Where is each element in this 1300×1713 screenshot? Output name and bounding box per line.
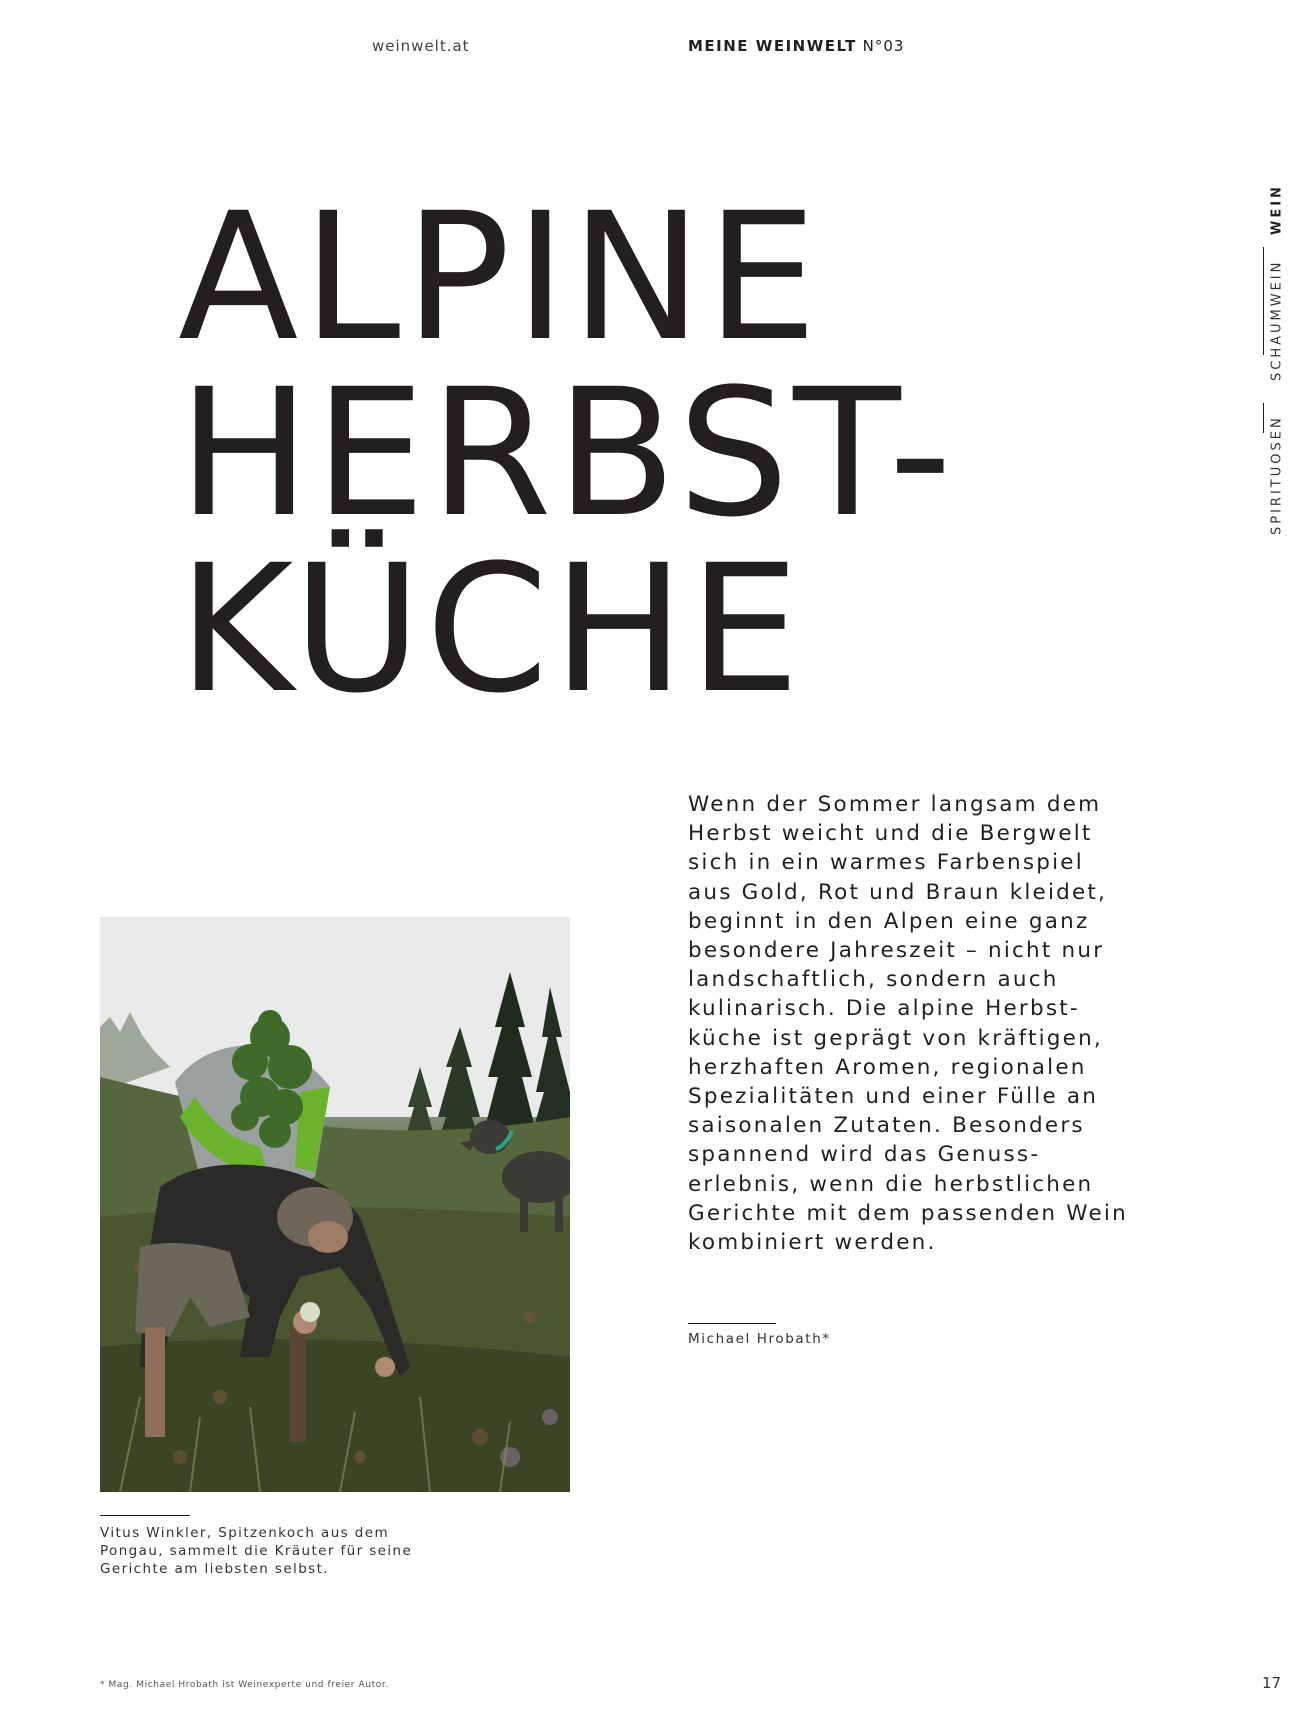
side-nav-item-spirituosen[interactable]: SPIRITUOSEN <box>1269 415 1285 535</box>
article-intro: Wenn der Sommer langsam dem Herbst weicht und die Bergwelt sich in ein warmes Farbenspiel aus Gold, Rot und Braun kleidet, beginnt in den Alpen eine ganz besondere Jahreszeit – nicht nur landschaftlich, sondern auch kulinarisch. Die alpine Herbstküche ist geprägt von kräftigen, herzhaften Aromen, regionalen Spezialitäten und einer Fülle an saisonalen Zutaten. Besonders spannend wird das Genusserlebnis, wenn die herbstlichen Gerichte mit dem passenden Wein kombiniert werden. <box>688 792 1128 1256</box>
photo-illustration <box>100 917 570 1492</box>
side-nav-item-wein[interactable]: WEIN <box>1269 184 1285 236</box>
title-line: ALPINE <box>178 175 822 380</box>
article-author: Michael Hrobath* <box>688 1331 831 1347</box>
header-site: weinwelt.at <box>372 37 470 55</box>
title-line: KÜCHE <box>178 527 804 732</box>
article-title <box>178 175 957 732</box>
author-rule <box>688 1323 776 1324</box>
section-side-nav <box>1262 170 1292 540</box>
issue-title: MEINE WEINWELT <box>688 37 857 55</box>
article-photo <box>100 917 570 1492</box>
title-line: HERBST- <box>178 351 957 556</box>
issue-number: N°03 <box>862 37 905 55</box>
footnote: * Mag. Michael Hrobath ist Weinexperte und freier Autor. <box>100 1680 389 1690</box>
photo-caption: Vitus Winkler, Spitzenkoch aus dem Pongau, sammelt die Kräuter für seine Gerichte am liebsten selbst. <box>100 1525 413 1577</box>
header-issue <box>688 37 904 55</box>
page-number: 17 <box>1262 1674 1282 1692</box>
caption-rule <box>100 1515 190 1516</box>
side-nav-item-schaumwein[interactable]: SCHAUMWEIN <box>1269 259 1285 381</box>
